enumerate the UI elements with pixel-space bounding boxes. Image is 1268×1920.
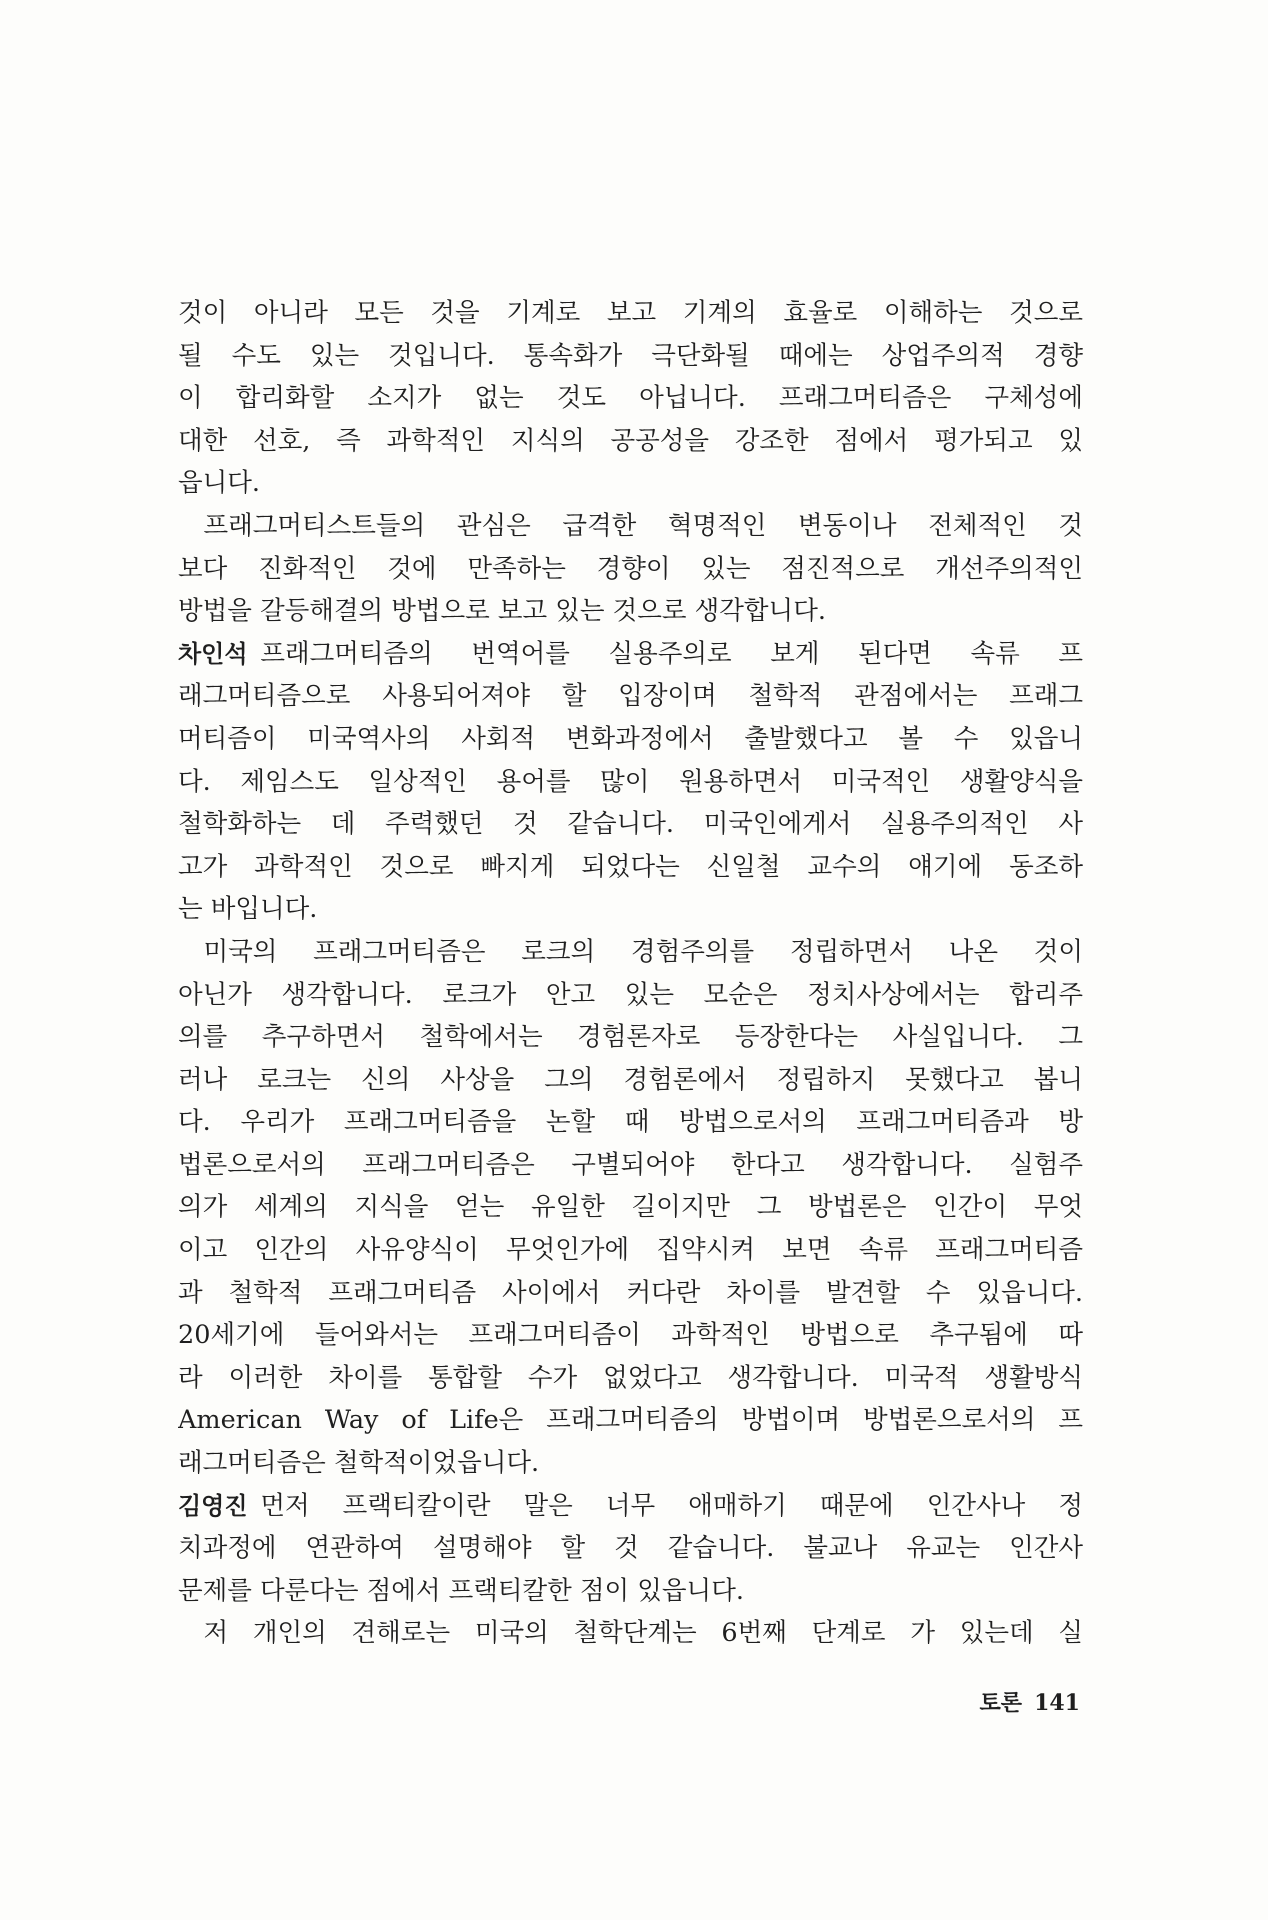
text-line: 래그머티즘으로 사용되어져야 할 입장이며 철학적 관점에서는 프래그 xyxy=(178,681,1083,712)
text-line: 이 합리화할 소지가 없는 것도 아닙니다. 프래그머티즘은 구체성에 xyxy=(178,383,1083,414)
text-line: 과 철학적 프래그머티즘 사이에서 커다란 차이를 발견할 수 있읍니다. xyxy=(178,1277,1083,1308)
text-line xyxy=(178,1612,1083,1655)
paragraph-text: 저 개인의 견해로는 미국의 철학단계는 6번째 단계로 가 있는데 실 xyxy=(203,1618,1083,1649)
text-line xyxy=(178,1485,1083,1528)
text-line xyxy=(178,505,1083,548)
text-line: 될 수도 있는 것입니다. 통속화가 극단화될 때에는 상업주의적 경향 xyxy=(178,340,1083,371)
speaker-name: 김영진 xyxy=(178,1490,248,1520)
text-line: 러나 로크는 신의 사상을 그의 경험론에서 정립하지 못했다고 봅니 xyxy=(178,1064,1083,1095)
text-line: 머티즘이 미국역사의 사회적 변화과정에서 출발했다고 볼 수 있읍니 xyxy=(178,723,1083,754)
text-line: 의를 추구하면서 철학에서는 경험론자로 등장한다는 사실입니다. 그 xyxy=(178,1022,1083,1053)
text-line: 고가 과학적인 것으로 빠지게 되었다는 신일철 교수의 얘기에 동조하 xyxy=(178,851,1083,882)
text-line: 읍니다. xyxy=(178,468,261,499)
text-line: 20세기에 들어와서는 프래그머티즘이 과학적인 방법으로 추구됨에 따 xyxy=(178,1320,1083,1351)
text-line xyxy=(178,633,1083,676)
text-line: 철학화하는 데 주력했던 것 같습니다. 미국인에게서 실용주의적인 사 xyxy=(178,809,1083,840)
paragraph-text: 먼저 프랙티칼이란 말은 너무 애매하기 때문에 인간사나 정 xyxy=(260,1490,1083,1521)
text-line: 래그머티즘은 철학적이었읍니다. xyxy=(178,1448,540,1479)
text-line: 의가 세계의 지식을 얻는 유일한 길이지만 그 방법론은 인간이 무엇 xyxy=(178,1192,1083,1223)
text-line: 는 바입니다. xyxy=(178,894,318,925)
speaker-name: 차인석 xyxy=(178,638,248,668)
paragraph-text: 프래그머티즘의 번역어를 실용주의로 보게 된다면 속류 프 xyxy=(260,638,1083,669)
text-line: 라 이러한 차이를 통합할 수가 없었다고 생각합니다. 미국적 생활방식 xyxy=(178,1362,1083,1393)
text-line xyxy=(178,931,1083,974)
paragraph-text: 프래그머티스트들의 관심은 급격한 혁명적인 변동이나 전체적인 것 xyxy=(203,510,1083,541)
body-text xyxy=(178,292,1083,1655)
text-line: 방법을 갈등해결의 방법으로 보고 있는 것으로 생각합니다. xyxy=(178,596,826,627)
page-footer xyxy=(930,1686,1080,1717)
text-line: 다. 제임스도 일상적인 용어를 많이 원용하면서 미국적인 생활양식을 xyxy=(178,766,1083,797)
text-line: 문제를 다룬다는 점에서 프랙티칼한 점이 있읍니다. xyxy=(178,1575,744,1606)
text-line: 치과정에 연관하여 설명해야 할 것 같습니다. 불교나 유교는 인간사 xyxy=(178,1533,1083,1564)
text-line: 것이 아니라 모든 것을 기계로 보고 기계의 효율로 이해하는 것으로 xyxy=(178,298,1083,328)
text-line: 아닌가 생각합니다. 로크가 안고 있는 모순은 정치사상에서는 합리주 xyxy=(178,979,1083,1010)
text-line: 보다 진화적인 것에 만족하는 경향이 있는 점진적으로 개선주의적인 xyxy=(178,553,1083,584)
paragraph-text: 미국의 프래그머티즘은 로크의 경험주의를 정립하면서 나온 것이 xyxy=(203,936,1083,967)
text-line: 다. 우리가 프래그머티즘을 논할 때 방법으로서의 프래그머티즘과 방 xyxy=(178,1107,1083,1138)
text-line: American Way of Life은 프래그머티즘의 방법이며 방법론으로서의 프 xyxy=(178,1405,1083,1436)
text-line: 법론으로서의 프래그머티즘은 구별되어야 한다고 생각합니다. 실험주 xyxy=(178,1149,1083,1180)
section-title: 토론 xyxy=(979,1690,1023,1716)
text-line: 이고 인간의 사유양식이 무엇인가에 집약시켜 보면 속류 프래그머티즘 xyxy=(178,1235,1083,1266)
page-number: 141 xyxy=(1034,1690,1080,1716)
text-line: 대한 선호, 즉 과학적인 지식의 공공성을 강조한 점에서 평가되고 있 xyxy=(178,425,1083,456)
